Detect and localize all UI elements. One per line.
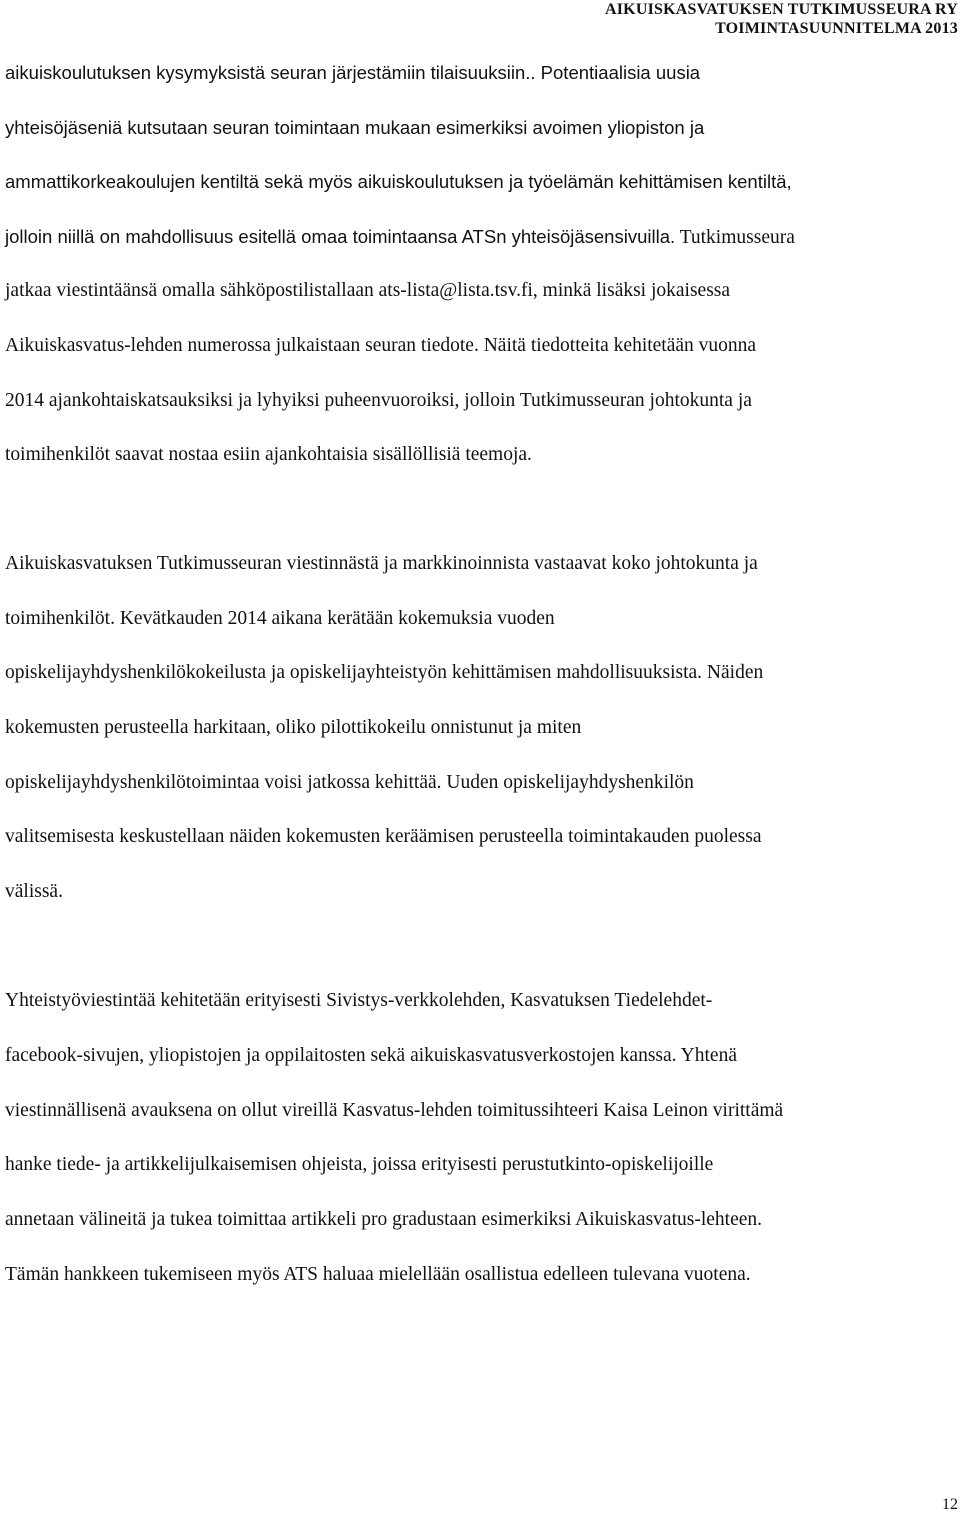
text-segment: 2014 ajankohtaiskatsauksiksi ja lyhyiksi puheenvuoroiksi, jolloin Tutkimusseuran johtokunta ja	[5, 390, 752, 411]
text-segment: opiskelijayhdyshenkilötoimintaa voisi jatkossa kehittää. Uuden opiskelijayhdyshenkilön	[5, 772, 694, 793]
text-line	[5, 990, 712, 1012]
text-line	[5, 226, 795, 249]
text-line	[5, 444, 532, 466]
text-line	[5, 280, 730, 302]
text-line	[5, 390, 752, 412]
text-segment: Aikuiskasvatus-lehden numerossa julkaistaan seuran tiedote. Näitä tiedotteita kehitetään vuonna	[5, 335, 757, 356]
text-line	[5, 826, 761, 848]
text-line	[5, 1264, 751, 1286]
header-document-title: TOIMINTASUUNNITELMA 2013	[715, 20, 958, 37]
text-segment: jolloin niillä on mahdollisuus esitellä omaa toimintaansa ATSn yhteisöjäsensivuilla.	[5, 226, 676, 247]
text-line	[5, 881, 63, 903]
text-line	[5, 772, 694, 794]
text-segment: valitsemisesta keskustellaan näiden kokemusten keräämisen perusteella toimintakauden puolessa	[5, 826, 762, 847]
text-segment: viestinnällisenä avauksena on ollut vireillä Kasvatus-lehden toimitussihteeri Kaisa Leinon virittämä	[5, 1100, 784, 1121]
text-segment: ammattikorkeakoulujen kentiltä sekä myös aikuiskoulutuksen ja työelämän kehittämisen kentiltä,	[5, 171, 792, 192]
text-line	[5, 662, 763, 684]
text-line	[5, 171, 792, 194]
text-segment: välissä.	[5, 881, 63, 902]
text-segment: annetaan välineitä ja tukea toimittaa artikkeli pro gradustaan esimerkiksi Aikuiskasvatus-lehteen.	[5, 1209, 763, 1230]
text-segment: toimihenkilöt. Kevätkauden 2014 aikana kerätään kokemuksia vuoden	[5, 608, 555, 629]
text-segment: Aikuiskasvatuksen Tutkimusseuran viestinnästä ja markkinoinnista vastaavat koko johtokunta ja	[5, 553, 758, 574]
text-segment: toimihenkilöt saavat nostaa esiin ajankohtaisia sisällöllisiä teemoja.	[5, 444, 532, 465]
text-line	[5, 1209, 762, 1231]
text-line	[5, 717, 581, 739]
text-segment: opiskelijayhdyshenkilökokeilusta ja opiskelijayhteistyön kehittämisen mahdollisuuksista. Näiden	[5, 662, 764, 683]
text-segment: kokemusten perusteella harkitaan, oliko pilottikokeilu onnistunut ja miten	[5, 717, 582, 738]
text-line	[5, 62, 700, 85]
text-segment: hanke tiede- ja artikkelijulkaisemisen ohjeista, joissa erityisesti perustutkinto-opiskelijoille	[5, 1154, 714, 1175]
text-segment: facebook-sivujen, yliopistojen ja oppilaitosten sekä aikuiskasvatusverkostojen kanssa. Yhtenä	[5, 1045, 737, 1066]
text-line	[5, 1154, 713, 1176]
text-segment: Tämän hankkeen tukemiseen myös ATS haluaa mielellään osallistua edelleen tulevana vuotena.	[5, 1264, 751, 1285]
text-segment: Tutkimusseura	[675, 227, 795, 248]
text-segment: yhteisöjäseniä kutsutaan seuran toimintaan mukaan esimerkiksi avoimen yliopiston ja	[5, 117, 705, 138]
text-line	[5, 1100, 783, 1122]
text-line	[5, 608, 555, 630]
text-line	[5, 117, 704, 140]
text-segment: aikuiskoulutuksen kysymyksistä seuran järjestämiin tilaisuuksiin.. Potentiaalisia uusia	[5, 62, 701, 83]
text-segment: jatkaa viestintäänsä omalla sähköpostilistallaan ats-lista@lista.tsv.fi, minkä lisäksi jokaisessa	[5, 280, 731, 301]
text-line	[5, 335, 756, 357]
page-header	[605, 0, 958, 38]
page-number: 12	[942, 1496, 958, 1513]
header-organization: AIKUISKASVATUKSEN TUTKIMUSSEURA RY	[605, 1, 958, 18]
text-line	[5, 1045, 737, 1067]
text-segment: Yhteistyöviestintää kehitetään erityisesti Sivistys-verkkolehden, Kasvatuksen Tiedelehdet-	[5, 990, 713, 1011]
text-line	[5, 553, 758, 575]
